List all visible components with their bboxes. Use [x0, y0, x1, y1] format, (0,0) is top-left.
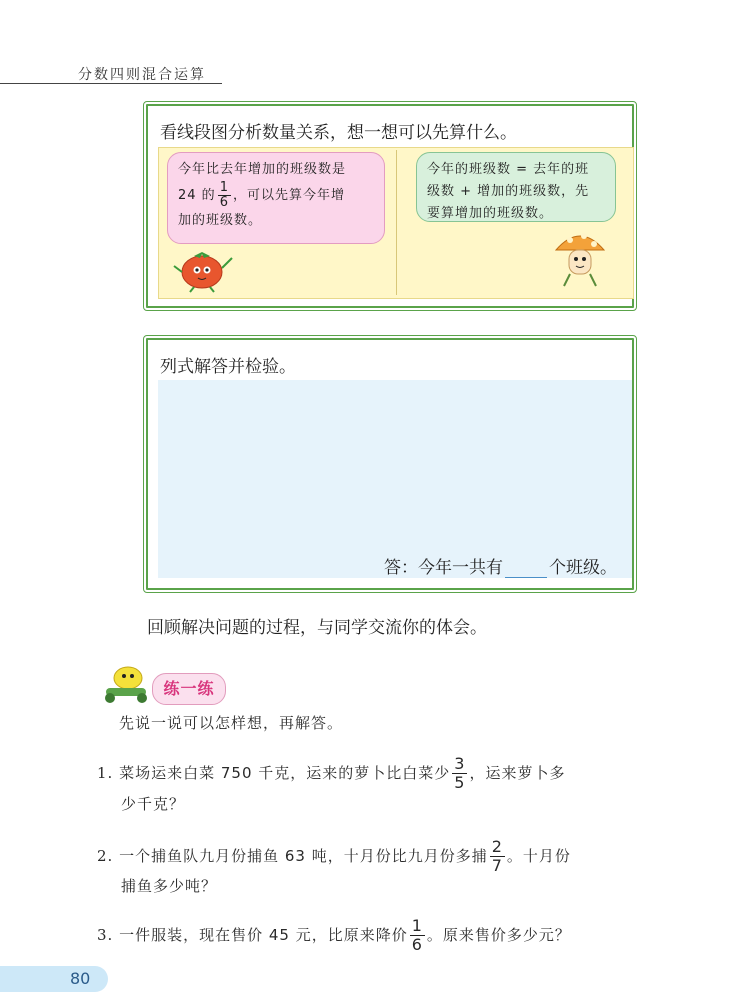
solution-prompt: 列式解答并检验。 [160, 357, 296, 377]
pink-bubble-line2 [178, 181, 374, 210]
question-3 [97, 917, 571, 954]
fraction-numerator: 1 [219, 180, 229, 195]
fraction-numerator: 3 [454, 754, 466, 773]
question-3-text-post: 。原来售价多少元？ [426, 926, 571, 944]
question-2-text-post: 。十月份 [506, 847, 571, 865]
fraction-three-fifths [452, 755, 467, 792]
fraction-one-sixth [218, 181, 231, 210]
question-1-line2: 少千克？ [121, 795, 186, 813]
mushroom-character-icon [552, 226, 608, 292]
fraction-numerator: 2 [491, 837, 503, 856]
answer-writing-area[interactable] [158, 380, 632, 578]
tomato-speech-bubble [167, 152, 385, 244]
green-bubble-line2: 级数 + 增加的班级数，先 [427, 184, 590, 199]
question-2-text: 一个捕鱼队九月份捕鱼 63 吨，十月份比九月份多捕 [119, 847, 488, 865]
review-prompt: 回顾解决问题的过程，与同学交流你的体会。 [147, 618, 487, 638]
pink-bubble-line3: 加的班级数。 [178, 213, 263, 228]
question-3-number: 3. [97, 926, 114, 944]
question-1-text: 菜场运来白菜 750 千克，运来的萝卜比白菜少 [119, 764, 451, 782]
pink-bubble-line2-pre: 24 的 [178, 188, 216, 203]
question-1-number: 1. [97, 764, 114, 782]
fraction-two-sevenths [490, 838, 505, 875]
answer-prefix: 答：今年一共有 [384, 558, 503, 578]
answer-suffix: 个班级。 [549, 558, 617, 578]
answer-blank[interactable] [505, 560, 547, 578]
question-3-text: 一件服装，现在售价 45 元，比原来降价 [119, 926, 408, 944]
page-number: 80 [70, 969, 91, 988]
fraction-denominator: 6 [219, 195, 229, 210]
answer-sentence [384, 553, 617, 578]
pink-bubble-line2-post: ，可以先算今年增 [232, 188, 345, 203]
question-2-line2: 捕鱼多少吨？ [121, 877, 218, 895]
green-bubble-line1: 今年的班级数 = 去年的班 [427, 162, 590, 177]
pink-bubble-line1: 今年比去年增加的班级数是 [178, 162, 347, 177]
fraction-denominator: 5 [454, 773, 466, 792]
question-1-text-post: ，运来萝卜多 [469, 764, 566, 782]
fraction-denominator: 6 [411, 935, 423, 954]
panel-divider [396, 150, 397, 295]
tomato-character-icon [170, 244, 240, 294]
green-bubble-line3: 要算增加的班级数。 [427, 206, 554, 221]
question-2 [97, 838, 571, 875]
header-rule [0, 83, 222, 84]
page-number-tab [0, 966, 108, 992]
question-2-number: 2. [97, 847, 114, 865]
question-1 [97, 755, 565, 792]
practice-section-tab: 练一练 [152, 673, 226, 705]
analysis-prompt: 看线段图分析数量关系，想一想可以先算什么。 [160, 123, 517, 143]
fraction-numerator: 1 [411, 916, 423, 935]
fraction-one-sixth [410, 917, 425, 954]
mushroom-speech-bubble [416, 152, 616, 222]
lemon-on-motorbike-icon [98, 662, 154, 704]
practice-intro: 先说一说可以怎样想，再解答。 [119, 714, 344, 732]
fraction-denominator: 7 [491, 856, 503, 875]
chapter-title: 分数四则混合运算 [78, 67, 206, 83]
